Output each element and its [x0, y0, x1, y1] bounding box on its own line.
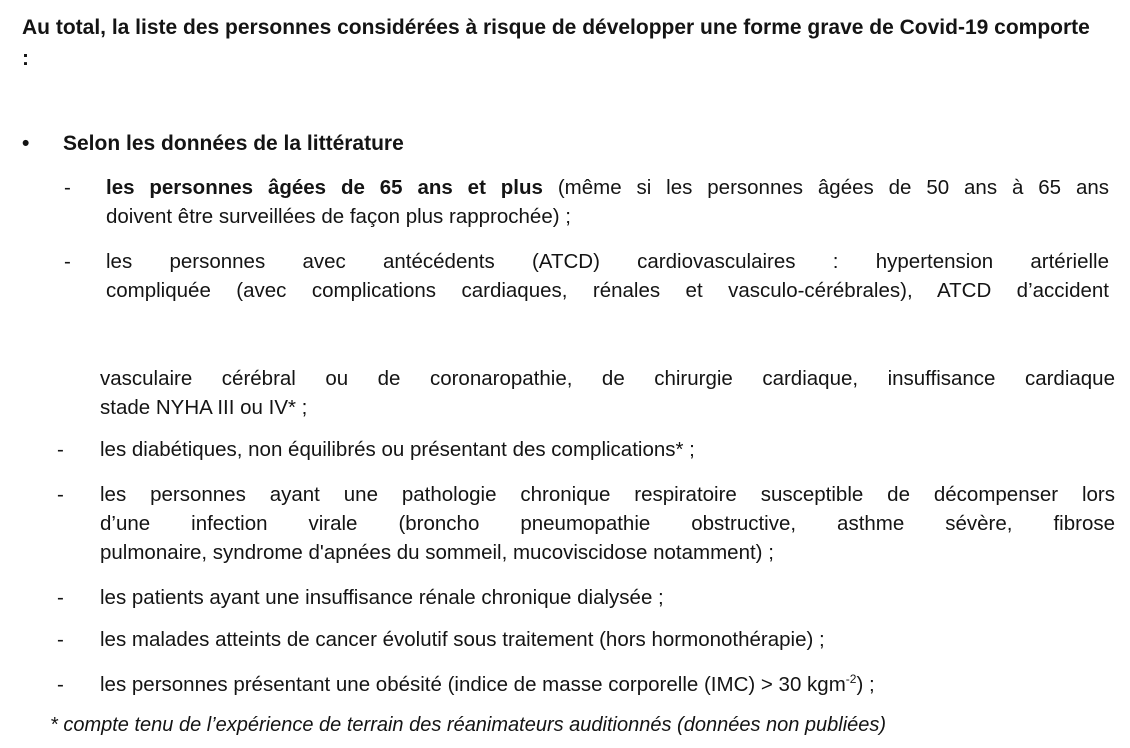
list-item-line: doivent être surveillées de façon plus rapprochée) ;: [106, 205, 571, 228]
dash-marker: -: [57, 673, 64, 696]
dash-marker: -: [57, 628, 64, 651]
list-item-line: [100, 670, 1115, 699]
dash-marker: -: [57, 483, 64, 506]
bullet-icon: •: [22, 132, 30, 155]
section-heading-text: Selon les données de la littérature: [63, 132, 404, 155]
list-item-line: stade NYHA III ou IV* ;: [100, 396, 308, 419]
section-heading: [22, 130, 404, 158]
list-item-line: les patients ayant une insuffisance rénale chronique dialysée ;: [100, 586, 664, 609]
list-item-line: compliquée (avec complications cardiaques, rénales et vasculo-cérébrales), ATCD d’accident: [106, 279, 1109, 302]
list-item-line: d’une infection virale (broncho pneumopathie obstructive, asthme sévère, fibrose: [100, 512, 1115, 535]
dash-marker: -: [64, 176, 71, 199]
list-item-tail: ) ;: [856, 673, 875, 696]
intro-paragraph: Au total, la liste des personnes considérées à risque de développer une forme grave de Covid-19 comporte :: [22, 16, 1090, 70]
list-item-line: les personnes avec antécédents (ATCD) cardiovasculaires : hypertension artérielle: [106, 250, 1109, 273]
footnote: * compte tenu de l’expérience de terrain des réanimateurs auditionnés (données non publiées): [50, 714, 887, 736]
list-item-text: (même si les personnes âgées de 50 ans à 65 ans: [542, 176, 1109, 199]
list-item-line: vasculaire cérébral ou de coronaropathie, de chirurgie cardiaque, insuffisance cardiaque: [100, 367, 1115, 390]
dash-marker: -: [57, 438, 64, 461]
list-item-bold: les personnes âgées de 65 ans et plus: [106, 176, 543, 199]
list-item-text: les personnes présentant une obésité (indice de masse corporelle (IMC) > 30 kgm: [100, 673, 846, 696]
dash-marker: -: [64, 250, 71, 273]
list-item-line: pulmonaire, syndrome d'apnées du sommeil, mucoviscidose notamment) ;: [100, 541, 774, 564]
list-item-line: les malades atteints de cancer évolutif sous traitement (hors hormonothérapie) ;: [100, 628, 825, 651]
dash-marker: -: [57, 586, 64, 609]
list-item-line: les diabétiques, non équilibrés ou présentant des complications* ;: [100, 438, 695, 461]
list-item-line: [106, 173, 1109, 202]
superscript: -2: [845, 672, 857, 686]
list-item-line: les personnes ayant une pathologie chronique respiratoire susceptible de décompenser lors: [100, 483, 1115, 506]
